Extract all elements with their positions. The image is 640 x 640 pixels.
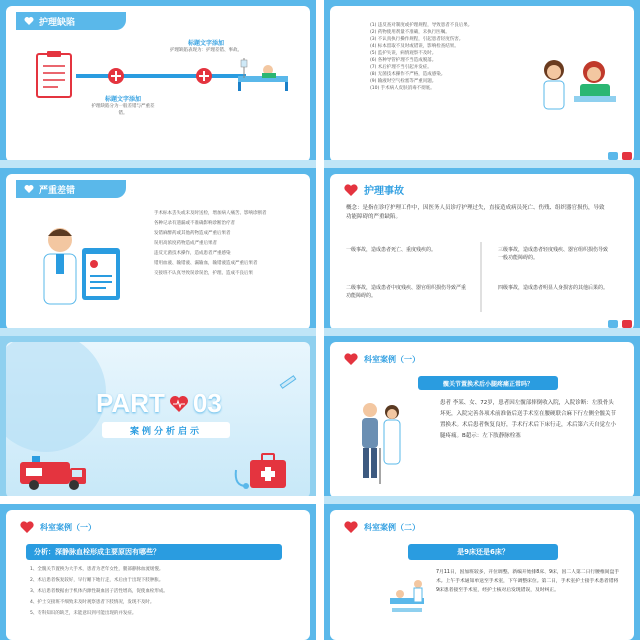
doctor-illustration bbox=[30, 218, 126, 314]
hospital-bed-icon bbox=[234, 58, 294, 92]
stethoscope-icon bbox=[608, 320, 618, 328]
bottom-note-label: 标题文字添加 bbox=[104, 96, 141, 103]
heart-icon bbox=[20, 520, 34, 534]
list-item: 误用高浓度药物造成严重后果者 bbox=[154, 241, 217, 246]
analysis-question: 分析：深静脉血栓形成主要原因有哪些？ bbox=[34, 548, 160, 556]
heart-icon bbox=[344, 352, 358, 366]
slide-case-one[interactable] bbox=[324, 336, 640, 512]
list-item: 手术标本丢失或未及时送检，增加病人痛苦、影响诊断者 bbox=[154, 211, 267, 216]
slide-case-two[interactable] bbox=[324, 504, 640, 640]
case-question: 髋关节置换术后小腿疼痛正常吗？ bbox=[442, 380, 533, 388]
list-item: (9) 输液时空气栓塞等严重问题。 bbox=[370, 79, 437, 84]
heart-icon bbox=[169, 395, 189, 413]
list-item: (5) 监护失误，病情观察不及时。 bbox=[370, 51, 437, 56]
serious-error-list bbox=[154, 210, 304, 277]
slide-nursing-defect[interactable] bbox=[0, 0, 316, 176]
slide-title: 科室案例（一） bbox=[364, 354, 420, 364]
hospital-scene-illustration bbox=[388, 576, 428, 626]
top-note bbox=[166, 38, 246, 54]
list-item: (7) 术后护理不当引起并发症。 bbox=[370, 65, 432, 70]
list-item: 交接班不认真导致误诊误治，护理、造成不良后果 bbox=[154, 271, 253, 276]
stethoscope-icon bbox=[608, 152, 618, 160]
case-text: 7月11日，因加班较多，开位调整。新编开始排8床、9床，因二人第二日行腰椎间盘手术。上午手术通知单送至手术室，下午调整床位。第二日，手术室护士接手术患者错将9床患者接至手术室，经护士核对后发现错误，及时纠正。 bbox=[436, 570, 620, 593]
list-item: (8) 无菌技术操作不严格，造成感染。 bbox=[370, 72, 446, 77]
list-item: 3、术后患者数据由于机体内源性凝血因子活性增高，促使血栓形成。 bbox=[30, 589, 168, 594]
accident-level-2: 二级事故，造成患者中度残疾、器官组织损伤导致严重功能障碍的。 bbox=[346, 285, 467, 299]
slide-case-analysis[interactable] bbox=[0, 504, 316, 640]
slide-title: 科室案例（一） bbox=[40, 522, 96, 532]
question-banner bbox=[26, 544, 282, 560]
subtitle-box bbox=[102, 422, 230, 438]
list-item: (1) 违反查对制度或护理规程，导致患者不良后果。 bbox=[370, 23, 473, 28]
plus-icon bbox=[196, 68, 212, 84]
list-item: 1、全髋关节置换为大手术，患者为老年女性，腿部静脉血流缓慢。 bbox=[30, 567, 164, 572]
elderly-patient-illustration bbox=[350, 398, 410, 488]
slide-body bbox=[6, 6, 310, 162]
part-subtitle: 案例分析启示 bbox=[129, 426, 202, 437]
concept-text: 概念：是指在诊疗护理工作中，因医务人员诊疗护理过失，直接造成病员死亡、伤残、组织器官损伤，导致功能障碍的严重缺陷。 bbox=[346, 205, 605, 220]
medkit-icon bbox=[622, 320, 632, 328]
question-banner bbox=[408, 544, 558, 560]
accident-level-3: 三级事故，造成患者轻度残疾、器官组织损伤导致一般功能障碍的。 bbox=[498, 247, 609, 261]
list-item: 违反无菌技术操作，造成患者严重感染 bbox=[154, 251, 231, 256]
slide-serious-error[interactable] bbox=[0, 168, 316, 344]
corner-decor bbox=[608, 152, 632, 160]
list-item: 错用血液、输错液、漏输血，输错液造成严重后果者 bbox=[154, 261, 258, 266]
slide-body bbox=[330, 342, 634, 498]
flow-line bbox=[76, 74, 246, 78]
list-item: (6) 各种导管护理不当造成脱落。 bbox=[370, 58, 437, 63]
bg-blob bbox=[6, 342, 106, 452]
slide-part-03[interactable] bbox=[0, 336, 316, 512]
list-item: 4、护士交接班不细致未及时观察患者下肢情况，发现不及时。 bbox=[30, 600, 155, 605]
slide-defect-list[interactable] bbox=[324, 0, 640, 176]
slide-nursing-accident[interactable] bbox=[324, 168, 640, 344]
slide-body bbox=[6, 510, 310, 640]
slide-title: 护理缺陷 bbox=[39, 17, 76, 28]
slide-body bbox=[6, 342, 310, 498]
slide-body bbox=[330, 510, 634, 640]
accident-level-4: 四级事故，造成患者明显人身损害的其他后果的。 bbox=[498, 285, 609, 291]
case-question: 是9床还是6床？ bbox=[457, 548, 509, 556]
case-text: 患者 李某、女、72岁，患者因左髋部摔倒收入院，入院诊断：左股骨头坏死，入院完善各项术前准备后送手术室在腰硬联合麻下行左侧全髋关节置换术。术后患者恢复良好，手术行术后下床行走，术后第六天自觉左小腿疼痛。B超示：左下肢静脉栓塞 bbox=[440, 400, 617, 439]
divider bbox=[480, 242, 482, 312]
medkit-icon bbox=[232, 450, 292, 494]
list-item: 各种记录有遗漏或不准确影响诊断治疗者 bbox=[154, 221, 235, 226]
heart-icon bbox=[344, 520, 358, 534]
heart-icon bbox=[24, 184, 34, 194]
slide-title: 严重差错 bbox=[39, 185, 76, 196]
slide-title: 护理事故 bbox=[364, 186, 404, 197]
slide-body bbox=[6, 174, 310, 330]
nurses-illustration bbox=[530, 54, 620, 114]
slide-title-bar bbox=[16, 12, 126, 30]
slide-header bbox=[344, 352, 420, 366]
medkit-icon bbox=[622, 152, 632, 160]
plus-icon bbox=[108, 68, 124, 84]
analysis-list bbox=[30, 566, 290, 617]
part-word: PART bbox=[96, 388, 165, 418]
slide-header bbox=[20, 520, 96, 534]
list-item: (4) 标本留取不及时或错误，影响检查结果。 bbox=[370, 44, 459, 49]
part-number: 03 bbox=[192, 388, 222, 418]
syringe-icon bbox=[276, 370, 300, 394]
ambulance-icon bbox=[18, 452, 90, 492]
heart-icon bbox=[24, 16, 34, 26]
defect-list bbox=[370, 22, 520, 92]
part-heading bbox=[96, 388, 222, 419]
question-banner bbox=[418, 376, 558, 390]
list-item: 发错麻醉药或其他药物造成严重后果者 bbox=[154, 231, 231, 236]
slide-header bbox=[344, 520, 420, 534]
top-note-desc: 护理缺陷表现为：护理差错、事故。 bbox=[170, 48, 242, 53]
top-note-label: 标题文字添加 bbox=[187, 40, 224, 47]
list-item: (10) 手术病人皮肤消毒不彻底。 bbox=[370, 86, 435, 91]
slide-body bbox=[330, 6, 634, 162]
accident-level-1: 一级事故，造成患者死亡、重度残疾的。 bbox=[346, 247, 437, 253]
slide-title-bar bbox=[16, 180, 126, 198]
slide-body bbox=[330, 174, 634, 330]
clipboard-icon bbox=[36, 50, 72, 98]
list-item: (2) 药物使用剂量不准确，未执行医嘱。 bbox=[370, 30, 450, 35]
corner-decor bbox=[608, 320, 632, 328]
list-item: (3) 不认真执行操作规程，引起患者轻度伤害。 bbox=[370, 37, 464, 42]
list-item: 5、专科知识的缺乏，未能意识到可能出现的并发症。 bbox=[30, 611, 137, 616]
heart-icon bbox=[344, 183, 358, 197]
list-item: 2、术后患者恢复较好，早行睡下地行走，术后由于出现下肢肿胀。 bbox=[30, 578, 164, 583]
slide-header bbox=[344, 182, 404, 197]
bottom-note-desc: 护理缺陷分为一般差错与严重差错。 bbox=[91, 104, 155, 116]
bottom-note bbox=[88, 94, 158, 117]
slide-title: 科室案例（二） bbox=[364, 522, 420, 532]
